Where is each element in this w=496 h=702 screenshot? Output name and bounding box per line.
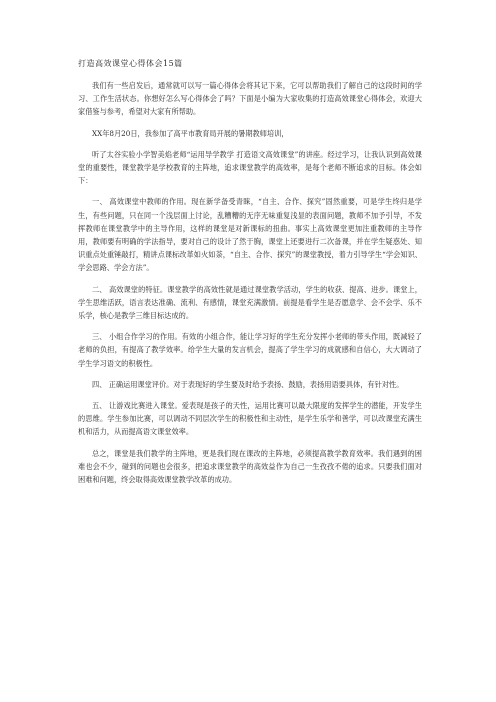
paragraph-point-3: 三、 小组合作学习的作用。有效的小组合作，能让学习好的学生充分发挥小老师的带头作用，既减轻了老师的负担，有提高了教学效率。给学生大量的发言机会，提高了学生学习的成就感和自信心，大大调动了学生学习语文的积极性。 (78, 332, 422, 368)
document-title: 打造高效课堂心得体会15篇 (78, 59, 183, 68)
paragraph-date: XX年8月20日，我参加了高平市教育局开展的暑期教师培训， (92, 128, 289, 138)
paragraph-point-4: 四、 正确运用课堂评价。对于表现好的学生要及时给予表扬、鼓励，表扬用语要具体，有针对性。 (92, 379, 404, 389)
paragraph-lecture: 听了太谷实验小学智美焰老师“运用导学教学 打造语文高效课堂”的讲座。经过学习，让我认识到高效课堂的重要性，课堂教学是学校教育的主阵地，追求课堂教学的高效率，是每个老师不断追求的目标。体会如下： (78, 149, 422, 186)
paragraph-intro: 我们有一些启发后，通常就可以写一篇心得体会将其记下来，它可以帮助我们了解自己的这段时间的学习、工作生活状态。你想好怎么写心得体会了吗？下面是小编为大家收集的打造高效课堂心得体会，欢迎大家借鉴与参考，希望对大家有所帮助。 (78, 81, 422, 117)
paragraph-point-2: 二、 高效课堂的特征。课堂教学的高效性就是通过课堂教学活动，学生的收获、提高、进步。课堂上，学生思维活跃，语言表达准确、流利、有感情，课堂充满激情。前提是看学生是否愿意学、会不会学、乐不乐学，核心是教学三维目标达成的。 (78, 284, 422, 321)
document-body (78, 58, 422, 494)
paragraph-conclusion: 总之，课堂是我们教学的主阵地，更是我们现在课改的主阵地，必须提高教学教育效率。我们遇到的困难也会不少，碰到的问题也会很多，把追求课堂教学的高效益作为自己一生孜孜不倦的追求。只要我们面对困难和问题，终会取得高效课堂教学改革的成功。 (78, 448, 422, 485)
paragraph-point-1: 一、 高效课堂中教师的作用。现在新学备受青睐，“自主、合作、探究”固然重要，可是学生终归是学生，有些问题，只在同一个浅层面上讨论，乱糟糟的无序无味重复浅显的表面问题，教师不加予引导，不发挥教师在课堂教学中的主导作用，这样的课堂是对新课标的扭曲。事实上高效课堂更加注重教师的主导作用，教师要有明确的学法指导，要对自己的设计了然于胸，课堂上还要进行二次备课，并在学生疑惑处、知识重点处重锤敲打，精讲点课标改革如火如荼，“自主、合作、探究”的课堂教授，着力引导学生“学会知识、学会思路、学会方法”。 (78, 197, 422, 273)
paragraph-point-5: 五、 让游戏比赛进入课堂。爱表现是孩子的天性，运用比赛可以最大限度的发挥学生的潜能，开发学生的思维。学生参加比赛，可以调动不同层次学生的积极性和主动性，是学生乐学和善学，可以改课堂充满生机和活力，从而提高语文课堂效率。 (78, 401, 422, 437)
